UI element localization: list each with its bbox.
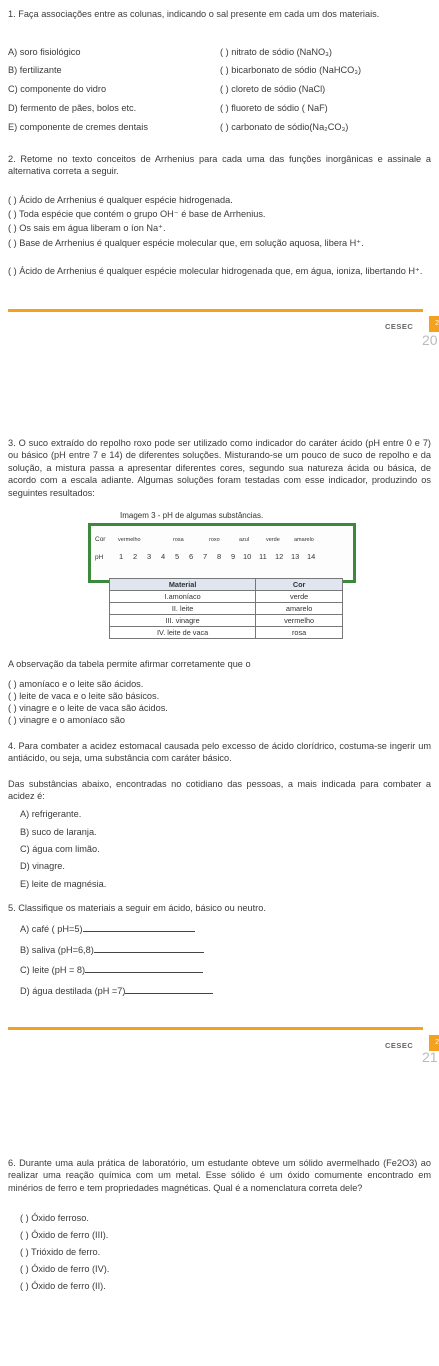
color-verde: verde <box>266 537 280 543</box>
q5-item-c <box>20 963 203 976</box>
q1-right-e: ( ) carbonato de sódio(Na₂CO₃) <box>220 122 349 132</box>
ph-7: 7 <box>203 552 208 561</box>
table-cell: verde <box>256 591 343 603</box>
answer-blank[interactable] <box>94 943 204 953</box>
q3-prompt: A observação da tabela permite afirmar corretamente que o <box>8 659 251 669</box>
page-number: 21 <box>422 1049 438 1065</box>
q6-option-2: ( ) Óxido de ferro (III). <box>20 1230 109 1240</box>
ph-14: 14 <box>307 552 316 561</box>
q3-option-1: ( ) amoníaco e o leite são ácidos. <box>8 679 144 689</box>
page-number: 20 <box>422 332 438 348</box>
table-header-material: Material <box>110 579 256 591</box>
answer-blank[interactable] <box>85 963 203 973</box>
q4-option-e: E) leite de magnésia. <box>20 879 107 889</box>
q5-item-a <box>20 922 195 935</box>
q5-item-c-label: C) leite (pH = 8) <box>20 965 86 975</box>
q5-text: 5. Classifique os materiais a seguir em ácido, básico ou neutro. <box>8 903 266 913</box>
table-header-row <box>110 579 343 591</box>
ph-9: 9 <box>231 552 236 561</box>
ph-3: 3 <box>147 552 152 561</box>
q2-option-2: ( ) Toda espécie que contém o grupo OH⁻ é base de Arrhenius. <box>8 209 266 219</box>
table-row <box>110 627 343 639</box>
q1-right-d: ( ) fluoreto de sódio ( NaF) <box>220 103 328 113</box>
q3-option-2: ( ) leite de vaca e o leite são básicos. <box>8 691 160 701</box>
q4-option-c: C) água com limão. <box>20 844 100 854</box>
table-row <box>110 591 343 603</box>
ph-4: 4 <box>161 552 166 561</box>
ph-6: 6 <box>189 552 194 561</box>
ph-13: 13 <box>291 552 300 561</box>
q1-left-c: C) componente do vidro <box>8 84 107 94</box>
footer-tab: 2 <box>429 1035 439 1051</box>
q2-option-1: ( ) Ácido de Arrhenius é qualquer espécie hidrogenada. <box>8 195 233 205</box>
table-cell: II. leite <box>110 603 256 615</box>
q4-option-d: D) vinagre. <box>20 861 65 871</box>
table-cell: IV. leite de vaca <box>110 627 256 639</box>
q6-option-4: ( ) Óxido de ferro (IV). <box>20 1264 110 1274</box>
q4-option-b: B) suco de laranja. <box>20 827 97 837</box>
divider-line <box>8 309 423 312</box>
answer-blank[interactable] <box>125 984 213 994</box>
q5-item-b-label: B) saliva (pH=6,8) <box>20 945 94 955</box>
footer-brand: CESEC <box>385 322 414 331</box>
table-cell: amarelo <box>256 603 343 615</box>
q1-left-b: B) fertilizante <box>8 65 62 75</box>
q5-item-d <box>20 984 213 997</box>
q6-text: 6. Durante uma aula prática de laboratório, um estudante obteve um sólido avermelhado (Fe2O3) ao realizar uma reação química com um metal. Esse sólido é um óxido comumente encontrado em minérios de ferro e tem propriedades magnéticas. Qual é a nomenclatura correta dele? <box>8 1158 431 1193</box>
table-cell: vermelho <box>256 615 343 627</box>
footer-brand: CESEC <box>385 1041 414 1050</box>
q1-right-c: ( ) cloreto de sódio (NaCl) <box>220 84 326 94</box>
q1-right-b: ( ) bicarbonato de sódio (NaHCO₃) <box>220 65 362 75</box>
color-amarelo: amarelo <box>294 537 314 543</box>
ph-1: 1 <box>119 552 124 561</box>
ph-11: 11 <box>259 552 267 561</box>
color-rosa: rosa <box>173 537 184 543</box>
ph-8: 8 <box>217 552 222 561</box>
q1-left-e: E) componente de cremes dentais <box>8 122 148 132</box>
footer-tab: 2 <box>429 316 439 332</box>
q3-option-3: ( ) vinagre e o leite de vaca são ácidos. <box>8 703 168 713</box>
scale-ph-label: pH <box>95 554 104 561</box>
table-cell: rosa <box>256 627 343 639</box>
q6-option-5: ( ) Óxido de ferro (II). <box>20 1281 106 1291</box>
q1-right-a: ( ) nitrato de sódio (NaNO₃) <box>220 47 332 57</box>
q5-item-a-label: A) café ( pH=5) <box>20 924 83 934</box>
q1-left-a: A) soro fisiológico <box>8 47 81 57</box>
q3-option-4: ( ) vinagre e o amoníaco são <box>8 715 125 725</box>
table-row <box>110 603 343 615</box>
q4-text2: Das substâncias abaixo, encontradas no cotidiano das pessoas, a mais indicada para combater a acidez é: <box>8 779 431 802</box>
q5-item-b <box>20 943 204 956</box>
color-roxo: roxo <box>209 537 220 543</box>
divider-line <box>8 1027 423 1030</box>
q6-option-1: ( ) Óxido ferroso. <box>20 1213 89 1223</box>
table-cell: I.amoníaco <box>110 591 256 603</box>
scale-cor-label: Cor <box>95 536 106 543</box>
ph-12: 12 <box>275 552 284 561</box>
color-vermelho: vermelho <box>118 537 141 543</box>
q2-text: 2. Retome no texto conceitos de Arrhenius para cada uma das funções inorgânicas e assinale a alternativa correta a seguir. <box>8 154 431 177</box>
table-cell: III. vinagre <box>110 615 256 627</box>
q1-text: 1. Faça associações entre as colunas, indicando o sal presente em cada um dos materiais. <box>8 9 380 19</box>
q4-text: 4. Para combater a acidez estomacal causada pelo excesso de ácido clorídrico, costuma-se ingerir um antiácido, ou seja, uma substância com caráter básico. <box>8 741 431 764</box>
color-azul: azul <box>239 537 250 543</box>
q4-option-a: A) refrigerante. <box>20 809 82 819</box>
q2-option-3: ( ) Os sais em água liberam o íon Na⁺. <box>8 223 166 233</box>
ph-5: 5 <box>175 552 180 561</box>
figure-title: Imagem 3 - pH de algumas substâncias. <box>120 511 264 520</box>
table-header-cor: Cor <box>256 579 343 591</box>
ph-2: 2 <box>133 552 138 561</box>
q1-left-d: D) fermento de pães, bolos etc. <box>8 103 137 113</box>
q6-option-3: ( ) Trióxido de ferro. <box>20 1247 101 1257</box>
q3-text: 3. O suco extraído do repolho roxo pode ser utilizado como indicador do caráter ácido (pH entre 0 e 7) ou básico (pH entre 7 e 14) de diferentes soluções. Misturando-se um pouco de suco de repolho e da solução, a mistura passa a apresentar diferentes cores, segundo sua natureza ácida ou básica, de acordo com a escala adiante. Algumas soluções foram testadas com esse indicador, produzindo os seguintes resultados: <box>8 438 431 498</box>
ph-scale-figure <box>88 523 356 583</box>
answer-blank[interactable] <box>83 922 195 932</box>
q2-option-5: ( ) Ácido de Arrhenius é qualquer espécie molecular hidrogenada que, em água, ioniza, libertando H⁺. <box>8 266 423 276</box>
q5-item-d-label: D) água destilada (pH =7) <box>20 986 126 996</box>
ph-10: 10 <box>243 552 252 561</box>
indicator-results-table <box>109 578 343 639</box>
table-row <box>110 615 343 627</box>
q2-option-4: ( ) Base de Arrhenius é qualquer espécie molecular que, em solução aquosa, libera H⁺. <box>8 238 364 248</box>
